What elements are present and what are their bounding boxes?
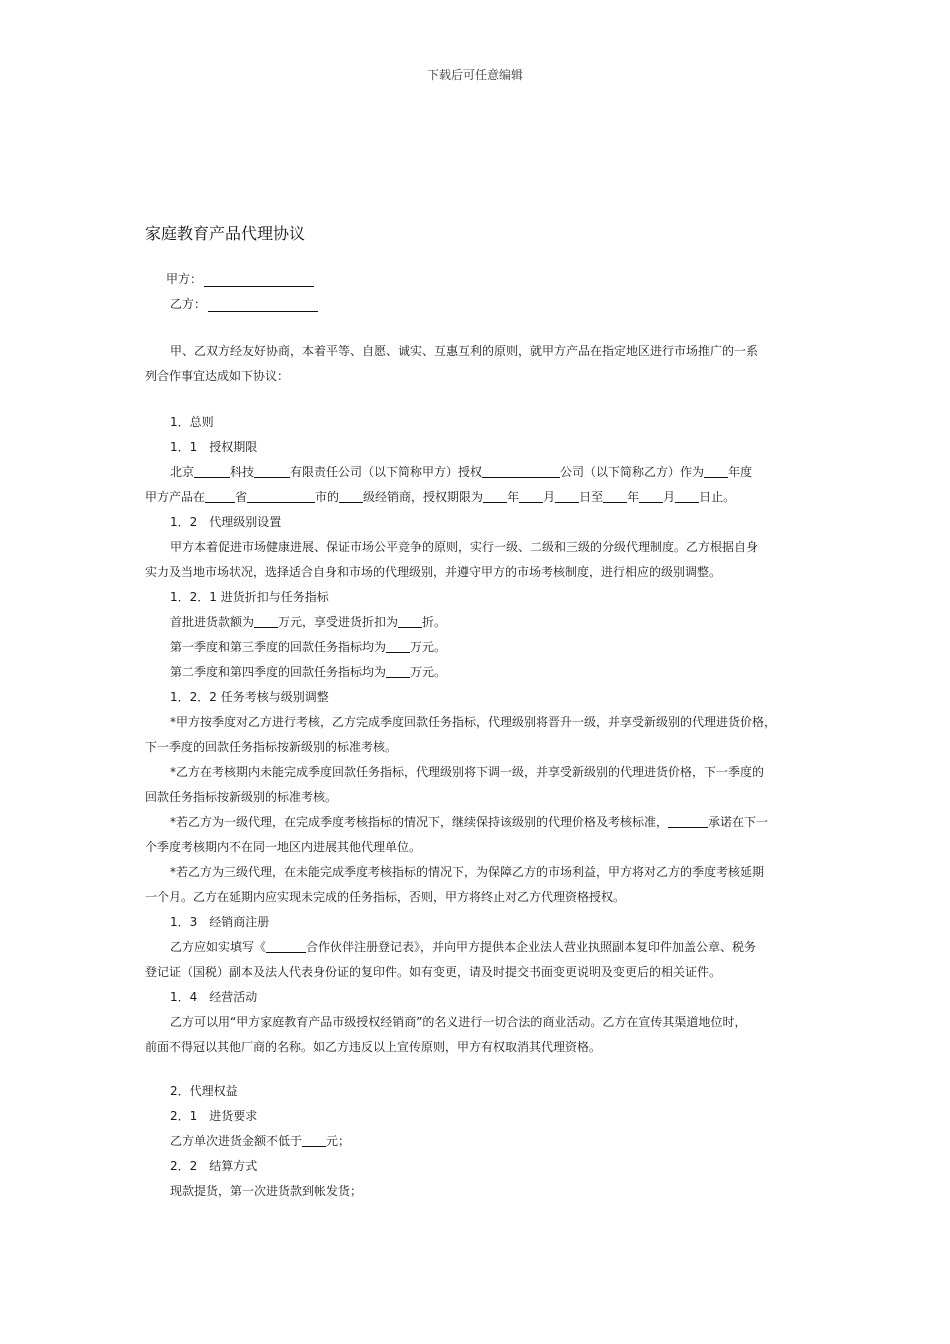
text-fragment: 日止。 (699, 490, 736, 504)
text-fragment: 乙方单次进货金额不低于 (170, 1134, 303, 1148)
intro-paragraph (145, 339, 810, 389)
text-fragment: 公司（以下简称乙方）作为 (560, 465, 705, 479)
section-1-3-heading: 1．3 经销商注册 (170, 915, 270, 929)
text-fragment: 科技 (230, 465, 255, 479)
text-fragment: 第一季度和第三季度的回款任务指标均为 (170, 640, 387, 654)
section-1-2-2-p4-line-1: *若乙方为三级代理，在未能完成季度考核指标的情况下，为保障乙方的市场利益，甲方将对乙方的季度考核延期 (170, 865, 765, 879)
fill-blank (639, 489, 663, 503)
section-1-2-1-line-1 (145, 610, 810, 635)
section-1-4-line-2: 前面不得冠以其他厂商的名称。如乙方违反以上宣传原则，甲方有权取消其代理资格。 (145, 1040, 602, 1054)
text-fragment: 市的 (315, 490, 340, 504)
section-1-2-1-line-3 (145, 660, 810, 685)
section-1-2-2-p3-line-1 (145, 810, 810, 835)
text-fragment: 万元。 (410, 640, 447, 654)
text-fragment: 月 (543, 490, 556, 504)
text-fragment: 北京 (170, 465, 195, 479)
fill-blank (398, 614, 422, 628)
section-2-2-line-1: 现款提货，第一次进货款到帐发货； (170, 1184, 363, 1198)
section-1-2-line-2: 实力及当地市场状况，选择适合自身和市场的代理级别，并遵守甲方的市场考核制度，进行相应的级别调整。 (145, 565, 722, 579)
text-fragment: 甲方产品在 (145, 490, 206, 504)
fill-blank (603, 489, 627, 503)
section-1-1-line-2 (145, 485, 810, 510)
fill-blank (247, 489, 315, 503)
text-fragment: 年 (507, 490, 520, 504)
text-fragment: 年 (627, 490, 640, 504)
party-b-line (170, 295, 318, 312)
fill-blank (254, 614, 278, 628)
fill-blank (254, 464, 290, 478)
fill-blank (302, 1133, 326, 1147)
text-fragment: 第二季度和第四季度的回款任务指标均为 (170, 665, 387, 679)
section-1-2-2-p4-line-2: 一个月。乙方在延期内应实现未完成的任务指标，否则，甲方将终止对乙方代理资格授权。 (145, 890, 626, 904)
text-fragment: 月 (663, 490, 676, 504)
text-fragment: 首批进货款额为 (170, 615, 255, 629)
section-1-2-heading: 1．2 代理级别设置 (170, 515, 282, 529)
section-2-2-heading: 2．2 结算方式 (170, 1159, 258, 1173)
intro-line-1: 甲、乙双方经友好协商，本着平等、自愿、诚实、互惠互利的原则，就甲方产品在指定地区进行市场推广的一系 (170, 344, 759, 358)
section-1-2-2-heading: 1．2．2 任务考核与级别调整 (170, 690, 329, 704)
section-1-2-2-p3-line-2: 个季度考核期内不在同一地区内进展其他代理单位。 (145, 840, 422, 854)
text-fragment: 合作伙伴注册登记表》，并向甲方提供本企业法人营业执照副本复印件加盖公章、税务 (306, 940, 757, 954)
section-1-2-1-heading: 1．2．1 进货折扣与任务指标 (170, 590, 329, 604)
section-2-1-line-1 (145, 1129, 810, 1154)
text-fragment: 级经销商，授权期限为 (363, 490, 484, 504)
text-fragment: *若乙方为一级代理，在完成季度考核指标的情况下，继续保持该级别的代理价格及考核标准， (170, 815, 669, 829)
section-1-4-line-1: 乙方可以用“甲方家庭教育产品市级授权经销商”的名义进行一切合法的商业活动。乙方在宣传其渠道地位时， (170, 1015, 747, 1029)
section-1-heading: 1．总则 (170, 415, 214, 429)
party-a-label: 甲方： (166, 272, 203, 286)
section-1-2-2-p2-line-1: *乙方在考核期内未能完成季度回款任务指标，代理级别将下调一级，并享受新级别的代理进货价格，下一季度的 (170, 765, 765, 779)
party-b-label: 乙方： (170, 297, 207, 311)
section-2-heading: 2．代理权益 (170, 1084, 238, 1098)
text-fragment: 年度 (728, 465, 753, 479)
section-1-2-2-p2-line-2: 回款任务指标按新级别的标准考核。 (145, 790, 338, 804)
section-1-3-line-1 (145, 935, 810, 960)
header-note: 下载后可任意编辑 (426, 68, 523, 82)
party-a-blank (204, 274, 314, 287)
fill-blank (205, 489, 235, 503)
section-1-3-line-2: 登记证（国税）副本及法人代表身份证的复印件。如有变更，请及时提交书面变更说明及变更后的相关证件。 (145, 965, 722, 979)
party-a-line (166, 270, 314, 287)
fill-blank (704, 464, 728, 478)
text-fragment: 乙方应如实填写《 (170, 940, 267, 954)
section-1-2-1-line-2 (145, 635, 810, 660)
text-fragment: 元； (326, 1134, 351, 1148)
text-fragment: 有限责任公司（以下简称甲方）授权 (290, 465, 483, 479)
fill-blank (194, 464, 230, 478)
fill-blank (266, 939, 306, 953)
fill-blank (386, 639, 410, 653)
party-b-blank (208, 299, 318, 312)
fill-blank (483, 489, 507, 503)
text-fragment: 承诺在下一 (708, 815, 769, 829)
section-1-2-2-p1-line-2: 下一季度的回款任务指标按新级别的标准考核。 (145, 740, 398, 754)
document-title: 家庭教育产品代理协议 (145, 224, 306, 243)
section-1-1-line-1 (145, 460, 810, 485)
section-1 (145, 410, 810, 1060)
fill-blank (675, 489, 699, 503)
section-1-4-heading: 1．4 经营活动 (170, 990, 258, 1004)
text-fragment: 万元，享受进货折扣为 (278, 615, 399, 629)
fill-blank (386, 664, 410, 678)
text-fragment: 省 (235, 490, 248, 504)
section-1-1-heading: 1．1 授权期限 (170, 440, 258, 454)
fill-blank (482, 464, 560, 478)
fill-blank (668, 814, 708, 828)
text-fragment: 日至 (579, 490, 604, 504)
fill-blank (555, 489, 579, 503)
fill-blank (519, 489, 543, 503)
section-1-2-2-p1-line-1: *甲方按季度对乙方进行考核，乙方完成季度回款任务指标，代理级别将晋升一级，并享受新级别的代理进货价格， (170, 715, 777, 729)
section-2-1-heading: 2．1 进货要求 (170, 1109, 258, 1123)
text-fragment: 折。 (422, 615, 447, 629)
section-1-2-line-1: 甲方本着促进市场健康进展、保证市场公平竞争的原则，实行一级、二级和三级的分级代理制度。乙方根据自身 (170, 540, 759, 554)
intro-line-2: 列合作事宜达成如下协议： (145, 369, 290, 383)
fill-blank (339, 489, 363, 503)
section-2 (145, 1079, 810, 1204)
text-fragment: 万元。 (410, 665, 447, 679)
